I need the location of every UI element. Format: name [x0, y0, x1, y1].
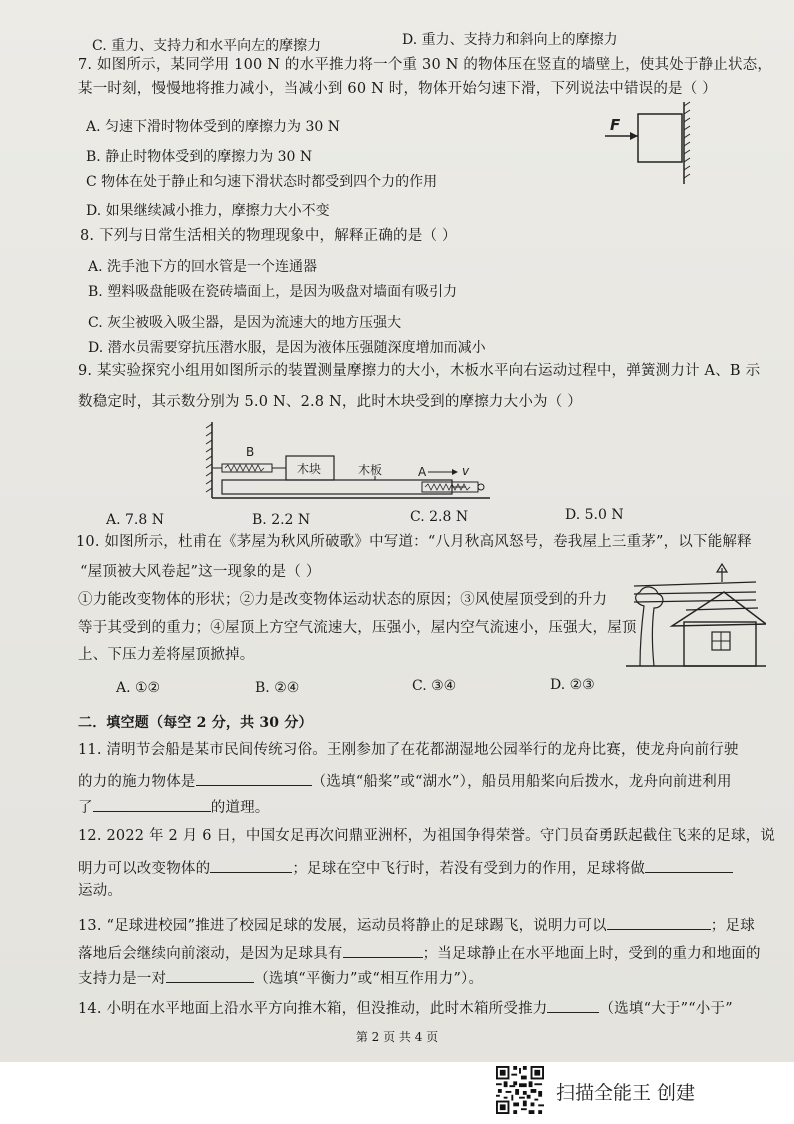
q12-answer-blank-1[interactable] — [210, 856, 292, 873]
q13-line1-text-a: 13. “足球进校园”推进了校园足球的发展，运动员将静止的足球踢飞，说明力可以 — [78, 918, 607, 934]
q7-option-a: A. 匀速下滑时物体受到的摩擦力为 30 N — [86, 119, 340, 135]
page-number: 第 2 页 共 4 页 — [355, 1030, 439, 1044]
q9-option-c: C. 2.8 N — [410, 509, 469, 525]
q10-statement-line1: ①力能改变物体的形状；②力是改变物体运动状态的原因；③风使屋顶受到的升力 — [78, 592, 608, 608]
q12-line2-text-b: ；足球在空中飞行时，若没有受到力的作用，足球将做 — [292, 861, 646, 877]
q13-line3 — [78, 966, 483, 989]
q9-spring-a-label: A — [418, 465, 427, 479]
q10-option-d: D. ②③ — [550, 677, 595, 693]
q12-line2-text-a: 明力可以改变物体的 — [78, 861, 211, 877]
q10-stem-line1: 10. 如图所示，杜甫在《茅屋为秋风所破歌》中写道：“八月秋高风怒号，卷我屋上三重茅”，以下能解释 — [76, 534, 752, 550]
q14-answer-blank-1[interactable] — [547, 996, 599, 1013]
q7-wall-figure — [600, 100, 710, 190]
q9-option-b: B. 2.2 N — [252, 512, 311, 528]
q9-velocity-label: v — [462, 464, 470, 478]
q11-line2-text-b: （选填“船桨”或“湖水”），船员用船桨向后拨水，龙舟向前进利用 — [311, 774, 732, 790]
q9-option-d: D. 5.0 N — [565, 507, 624, 523]
q7-stem-line2: 某一时刻，慢慢地将推力减小，当减小到 60 N 时，物体开始匀速下滑，下列说法中错误的是（ ） — [78, 81, 717, 97]
q13-line2-text-b: ；当足球静止在水平地面上时，受到的重力和地面的 — [422, 946, 761, 962]
q13-line1-text-b: ；足球 — [710, 918, 755, 934]
q12-line2 — [78, 856, 733, 879]
q13-answer-blank-3[interactable] — [166, 966, 254, 983]
q12-answer-blank-2[interactable] — [645, 856, 733, 873]
q10-statement-line2: 等于其受到的重力；④屋顶上方空气流速大，压强小，屋内空气流速小，压强大，屋顶 — [78, 620, 637, 636]
q14-line1-text-a: 14. 小明在水平地面上沿水平方向推木箱，但没推动，此时木箱所受推力 — [78, 1001, 548, 1017]
q13-line1 — [78, 913, 755, 936]
section-fill-in-title: 二．填空题（每空 2 分，共 30 分） — [78, 715, 313, 731]
q11-line2-text-a: 的力的施力物体是 — [78, 774, 196, 790]
q10-option-c: C. ③④ — [412, 678, 457, 694]
q14-line1 — [78, 996, 733, 1019]
q10-house-wind-figure — [626, 562, 766, 670]
q11-line3-text-a: 了 — [78, 800, 93, 816]
q9-spring-b-label: B — [246, 445, 255, 459]
q7-option-b: B. 静止时物体受到的摩擦力为 30 N — [86, 149, 313, 165]
q13-answer-blank-2[interactable] — [343, 941, 423, 958]
q12-line1: 12. 2022 年 2 月 6 日，中国女足再次问鼎亚洲杯，为祖国争得荣誉。守门员奋勇跃起截住飞来的足球，说 — [78, 828, 776, 844]
q10-stem-line2: “屋顶被大风卷起”这一现象的是（ ） — [80, 564, 321, 580]
q9-stem-line2: 数稳定时，其示数分别为 5.0 N、2.8 N，此时木块受到的摩擦力大小为（ ） — [78, 394, 582, 410]
q11-line3-text-b: 的道理。 — [210, 800, 270, 816]
q8-option-c: C. 灰尘被吸入吸尘器，是因为流速大的地方压强大 — [88, 315, 402, 331]
q11-answer-blank-2[interactable] — [93, 795, 211, 812]
q8-option-b: B. 塑料吸盘能吸在瓷砖墙面上，是因为吸盘对墙面有吸引力 — [88, 284, 458, 300]
prev-question-option-c: C. 重力、支持力和水平向左的摩擦力 — [92, 38, 322, 54]
qr-code-icon — [496, 1066, 544, 1114]
q7-option-c: C 物体在处于静止和匀速下滑状态时都受到四个力的作用 — [86, 174, 438, 190]
q9-block-label: 木块 — [297, 462, 322, 476]
q11-line2 — [78, 769, 732, 792]
scanner-watermark: 扫描全能王 创建 — [556, 1082, 696, 1104]
q9-option-a: A. 7.8 N — [106, 512, 164, 528]
q10-statement-line3: 上、下压力差将屋顶掀掉。 — [78, 647, 255, 663]
q9-friction-apparatus-figure — [200, 418, 500, 504]
q12-line3: 运动。 — [78, 883, 123, 899]
q14-line1-text-b: （选填“大于”“小于” — [599, 1001, 733, 1017]
q8-option-a: A. 洗手池下方的回水管是一个连通器 — [88, 259, 318, 275]
q10-option-b: B. ②④ — [255, 680, 300, 696]
q13-line3-text-a: 支持力是一对 — [78, 971, 167, 987]
q13-answer-blank-1[interactable] — [607, 913, 711, 930]
q11-answer-blank-1[interactable] — [196, 769, 312, 786]
q13-line3-text-b: （选填“平衡力”或“相互作用力”）。 — [254, 971, 484, 987]
q7-force-label: F — [610, 116, 621, 134]
q7-option-d: D. 如果继续减小推力，摩擦力大小不变 — [86, 203, 330, 219]
q10-option-a: A. ①② — [116, 680, 161, 696]
q13-line2-text-a: 落地后会继续向前滚动，是因为足球具有 — [78, 946, 343, 962]
q9-stem-line1: 9. 某实验探究小组用如图所示的装置测量摩擦力的大小，木板水平向右运动过程中，弹簧测力计 A、B 示 — [78, 363, 761, 379]
q8-option-d: D. 潜水员需要穿抗压潜水服，是因为液体压强随深度增加而减小 — [88, 340, 486, 356]
q11-line1: 11. 清明节会船是某市民间传统习俗。王刚参加了在花都湖湿地公园举行的龙舟比赛，使龙舟向前行驶 — [78, 742, 739, 758]
prev-question-option-d: D. 重力、支持力和斜向上的摩擦力 — [402, 32, 618, 48]
q7-stem-line1: 7. 如图所示，某同学用 100 N 的水平推力将一个重 30 N 的物体压在竖直的墙壁上，使其处于静止状态， — [78, 57, 773, 73]
q9-board-label: 木板 — [358, 463, 383, 477]
q11-line3 — [78, 795, 270, 818]
q8-stem: 8. 下列与日常生活相关的物理现象中，解释正确的是（ ） — [80, 228, 457, 244]
q13-line2 — [78, 941, 761, 964]
